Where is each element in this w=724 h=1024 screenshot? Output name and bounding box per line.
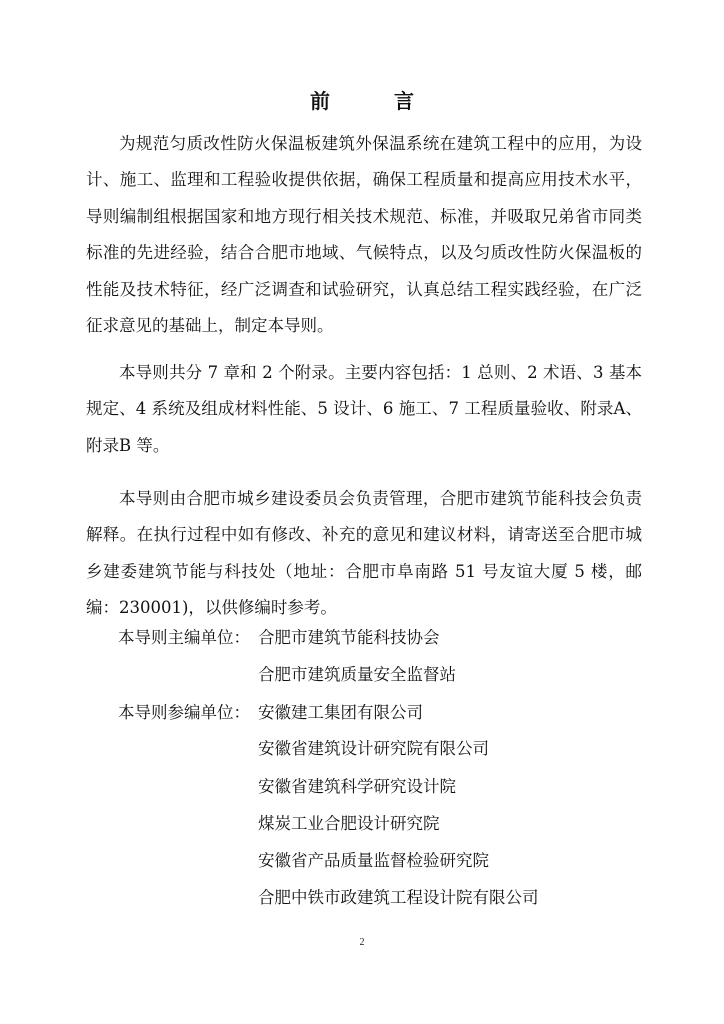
participant-organization-2: 安徽省建筑设计研究院有限公司: [258, 739, 489, 758]
participant-organization-4: 煤炭工业合肥设计研究院: [258, 814, 440, 833]
editor-label: 本导则主编单位：: [118, 628, 250, 647]
page-title: 前 言: [310, 89, 436, 114]
editor-organization-2: 合肥市建筑质量安全监督站: [258, 665, 456, 684]
preface-paragraph-1: 为规范匀质改性防火保温板建筑外保温系统在建筑工程中的应用，为设计、施工、监理和工程验收提供依据，确保工程质量和提高应用技术水平，导则编制组根据国家和地方现行相关技术规范、标准，并吸取兄弟省市同类标准的先进经验，结合合肥市地域、气候特点，以及匀质改性防火保温板的性能及技术特征，经广泛调查和试验研究，认真总结工程实践经验，在广泛征求意见的基础上，制定本导则。: [86, 133, 642, 335]
preface-paragraph-3: 本导则由合肥市城乡建设委员会负责管理，合肥市建筑节能科技会负责解释。在执行过程中如有修改、补充的意见和建议材料，请寄送至合肥市城乡建委建筑节能与科技处（地址：合肥市阜南路 51 号友谊大厦 5 楼，邮编：230001)，以供修编时参考。: [86, 488, 642, 617]
participant-organization-6: 合肥中铁市政建筑工程设计院有限公司: [258, 888, 539, 907]
page-number: 2: [359, 937, 365, 948]
preface-paragraph-2: 本导则共分 7 章和 2 个附录。主要内容包括：1 总则、2 术语、3 基本规定、4 系统及组成材料性能、5 设计、6 施工、7 工程质量验收、附录A、附录B 等。: [86, 362, 642, 455]
participant-organization-5: 安徽省产品质量监督检验研究院: [258, 851, 489, 870]
participant-organization-1: 安徽建工集团有限公司: [258, 703, 423, 722]
participant-organization-3: 安徽省建筑科学研究设计院: [258, 777, 456, 796]
editor-organization-1: 合肥市建筑节能科技协会: [258, 628, 440, 647]
participant-label: 本导则参编单位：: [118, 703, 250, 722]
